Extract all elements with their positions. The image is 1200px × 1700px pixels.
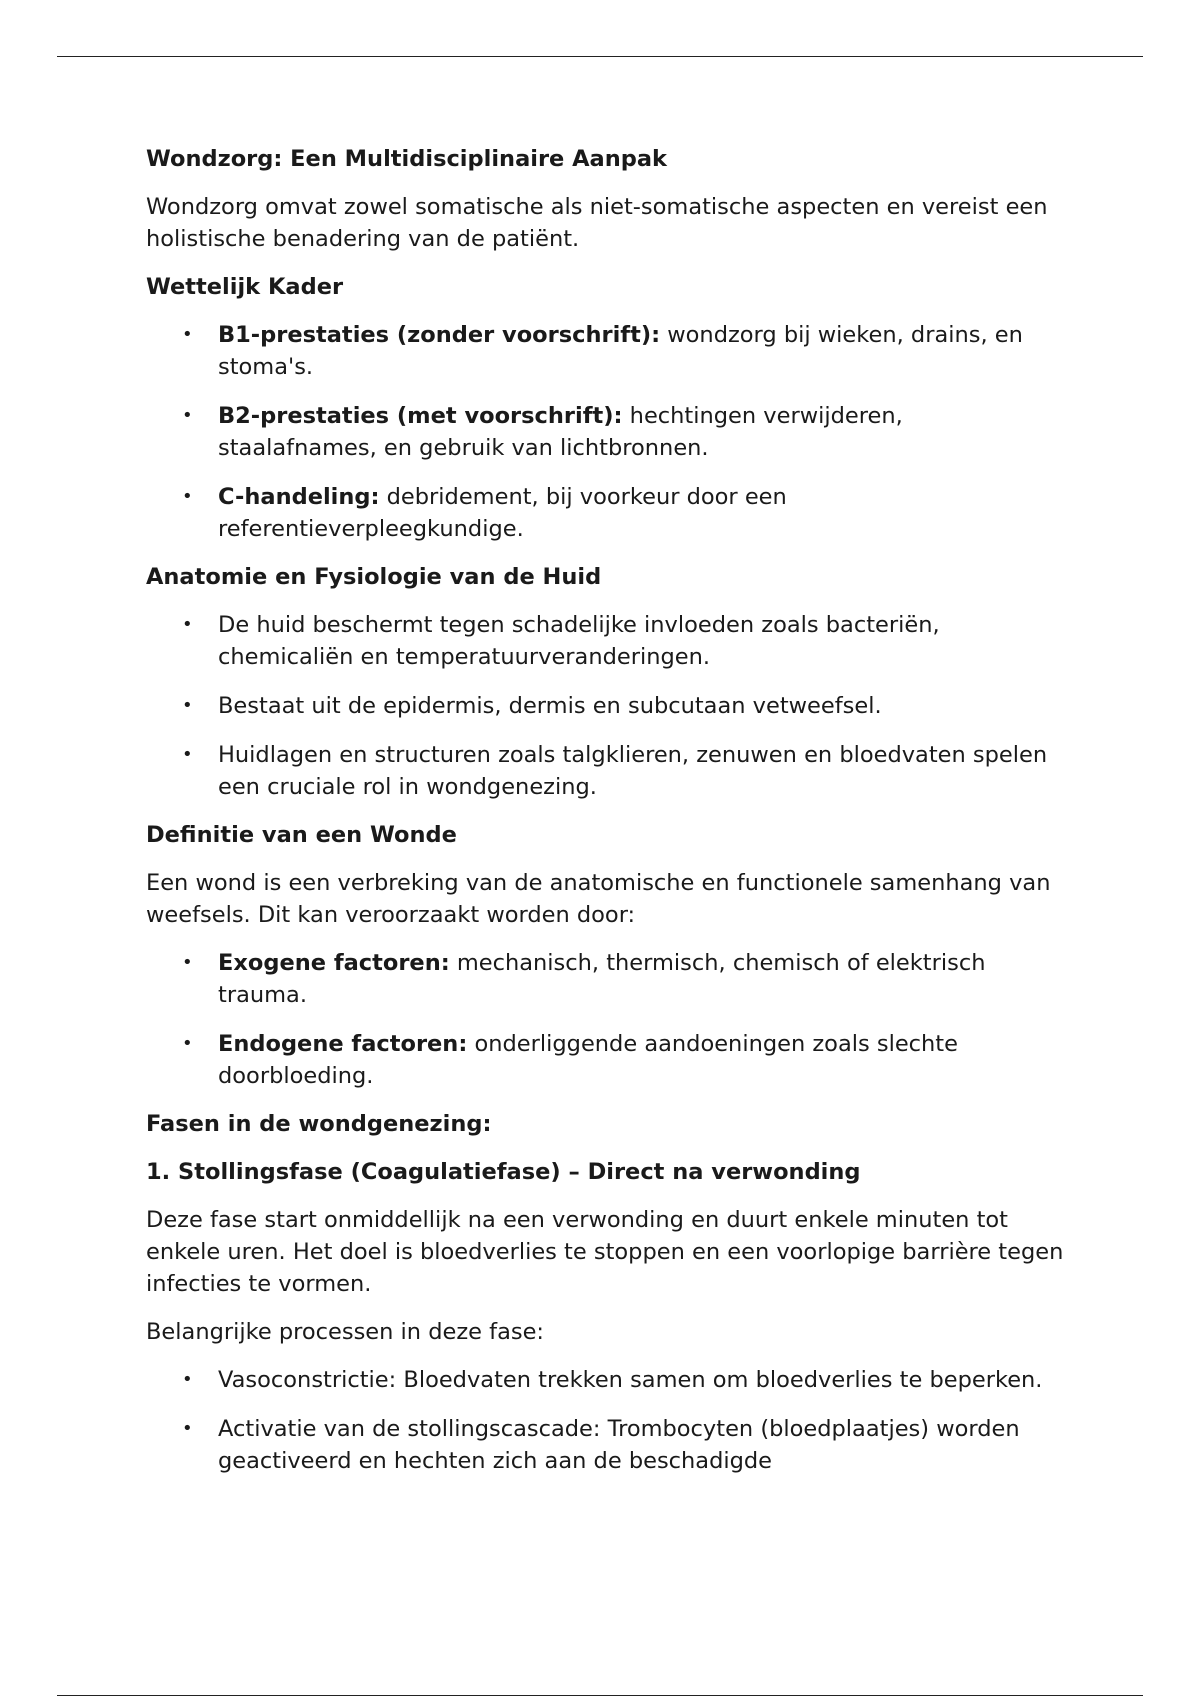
processes-list: [146, 1364, 1066, 1477]
list-item: [146, 400, 1066, 464]
document-title: Wondzorg: Een Multidisciplinaire Aanpak: [146, 146, 668, 172]
list-item: • Activatie van de stollingscascade: Trombocyten (bloedplaatjes) worden geactiveerd en hechten zich aan de beschadigde: [146, 1413, 1066, 1477]
phase1-paragraph: Deze fase start onmiddellijk na een verwonding en duurt enkele minuten tot enkele uren. Het doel is bloedverlies te stoppen en een voorlopige barrière tegen infecties te vormen.: [146, 1207, 1064, 1297]
list-item: [146, 319, 1066, 383]
legal-heading: Wettelijk Kader: [146, 274, 344, 300]
phases-heading: Fasen in de wondgenezing:: [146, 1111, 492, 1137]
top-rule: [57, 56, 1143, 57]
list-item: [146, 1028, 1066, 1092]
processes-intro: Belangrijke processen in deze fase:: [146, 1319, 545, 1345]
list-item-text: debridement, bij voorkeur door een referentieverpleegkundige.: [218, 484, 787, 542]
list-item: [146, 947, 1066, 1011]
list-item-term: Endogene factoren:: [218, 1031, 468, 1057]
list-item-text: wondzorg bij wieken, drains, en stoma's.: [218, 322, 1023, 380]
list-item: • Bestaat uit de epidermis, dermis en subcutaan vetweefsel.: [146, 690, 1066, 722]
list-item: • De huid beschermt tegen schadelijke invloeden zoals bacteriën, chemicaliën en temperatuurveranderingen.: [146, 609, 1066, 673]
definition-heading: Definitie van een Wonde: [146, 822, 457, 848]
list-item-text: onderliggende aandoeningen zoals slechte doorbloeding.: [218, 1031, 958, 1089]
list-item-text: hechtingen verwijderen, staalafnames, en gebruik van lichtbronnen.: [218, 403, 903, 461]
intro-paragraph: Wondzorg omvat zowel somatische als niet-somatische aspecten en vereist een holistische benadering van de patiënt.: [146, 194, 1048, 252]
document-body: [146, 143, 1066, 1493]
anatomy-heading: Anatomie en Fysiologie van de Huid: [146, 564, 602, 590]
definition-list: [146, 947, 1066, 1092]
bottom-rule: [57, 1695, 1143, 1696]
list-item-term: B2-prestaties (met voorschrift):: [218, 403, 623, 429]
list-item-term: B1-prestaties (zonder voorschrift):: [218, 322, 661, 348]
list-item: [146, 481, 1066, 545]
phase1-heading: 1. Stollingsfase (Coagulatiefase) – Direct na verwonding: [146, 1159, 861, 1185]
definition-paragraph: Een wond is een verbreking van de anatomische en functionele samenhang van weefsels. Dit kan veroorzaakt worden door:: [146, 870, 1051, 928]
list-item-term: C-handeling:: [218, 484, 380, 510]
legal-list: [146, 319, 1066, 545]
list-item: • Huidlagen en structuren zoals talgklieren, zenuwen en bloedvaten spelen een cruciale rol in wondgenezing.: [146, 739, 1066, 803]
list-item-text: mechanisch, thermisch, chemisch of elektrisch trauma.: [218, 950, 986, 1008]
list-item: • Vasoconstrictie: Bloedvaten trekken samen om bloedverlies te beperken.: [146, 1364, 1066, 1396]
list-item-term: Exogene factoren:: [218, 950, 450, 976]
anatomy-list: [146, 609, 1066, 803]
